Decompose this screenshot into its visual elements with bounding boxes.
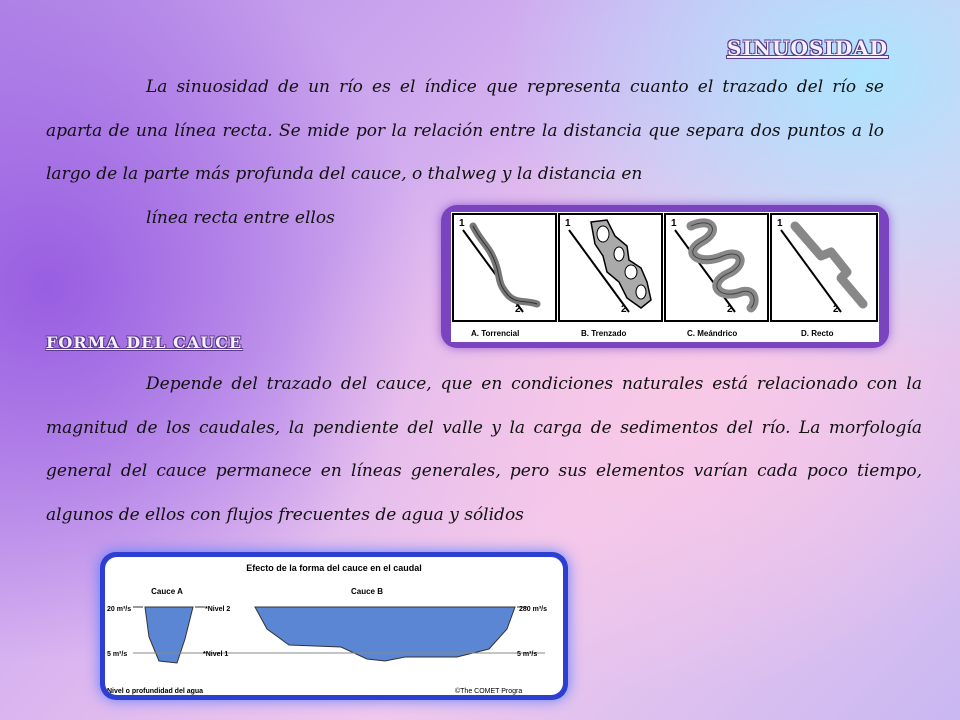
label-footer-right: ©The COMET Progra	[455, 688, 523, 695]
svg-text:1: 1	[565, 218, 571, 229]
paragraph-sinuosidad-last-line: línea recta entre ellos	[146, 207, 335, 228]
svg-text:2: 2	[727, 304, 733, 315]
label-footer-left: Nivel o profundidad del agua	[107, 688, 204, 695]
label-meandrico: C. Meándrico	[687, 329, 738, 338]
svg-text:1: 1	[671, 218, 677, 229]
svg-text:2: 2	[833, 304, 839, 315]
channel-flow-figure	[100, 552, 568, 700]
label-right-bottom-flow: 5 m³/s	[517, 651, 538, 658]
label-nivel-1: *Nivel 1	[203, 651, 229, 658]
label-cauce-b: Cauce B	[350, 587, 384, 596]
label-trenzado: B. Trenzado	[581, 329, 627, 338]
paragraph-forma-del-cauce: Depende del trazado del cauce, que en condiciones naturales está relacionado con la magnitud de los caudales, la pendiente del valle y la carga de sedimentos del río. La morfología general del cauce permanece en líneas generales, pero sus elementos varían cada poco tiempo, algunos de ellos con flujos frecuentes de agua y sólidos	[46, 374, 922, 525]
channel-types-figure	[441, 205, 889, 348]
label-torrencial: A. Torrencial	[471, 329, 520, 338]
label-nivel-2: *Nivel 2	[205, 606, 231, 613]
label-left-bottom-flow: 5 m³/s	[107, 651, 128, 658]
water-cauce-a	[145, 607, 193, 663]
title-forma-del-cauce: FORMA DEL CAUCE	[46, 333, 243, 352]
channel-types-diagram	[451, 212, 879, 342]
channel-flow-diagram	[105, 557, 563, 695]
label-right-top-flow: 280 m³/s	[519, 606, 548, 613]
paragraph-sinuosidad-text: La sinuosidad de un río es el índice que representa cuanto el trazado del río se aparta de una línea recta. Se mide por la relación entre la distancia que separa dos puntos a lo largo de la parte más profunda del cauce, o thalweg y la distancia en	[46, 77, 884, 184]
svg-text:1: 1	[777, 218, 783, 229]
label-recto: D. Recto	[801, 329, 834, 338]
title-sinuosidad: SINUOSIDAD	[727, 36, 888, 60]
flow-diagram-title: Efecto de la forma del cauce en el caudal	[246, 563, 422, 573]
svg-text:2: 2	[515, 304, 521, 315]
label-left-top-flow: 20 m³/s	[107, 606, 132, 613]
label-cauce-a: Cauce A	[151, 587, 183, 596]
svg-text:2: 2	[621, 304, 627, 315]
svg-text:1: 1	[459, 218, 465, 229]
